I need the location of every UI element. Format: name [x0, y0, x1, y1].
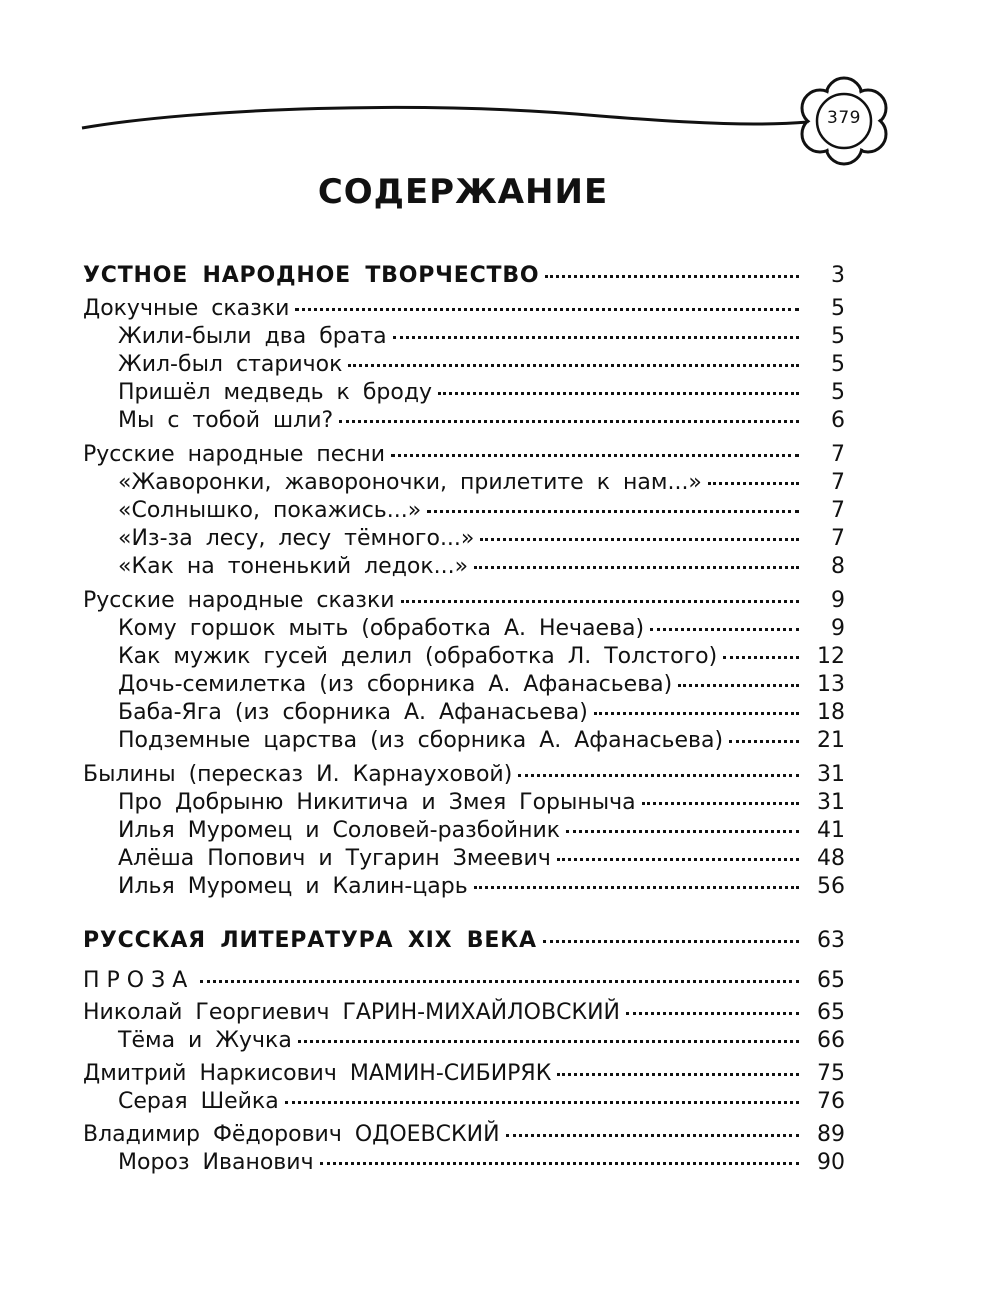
toc-label: Докучные сказки — [83, 296, 290, 321]
toc-page: 5 — [831, 296, 845, 321]
toc-label: РУССКАЯ ЛИТЕРАТУРА XIX ВЕКА — [83, 928, 537, 953]
toc-page: 75 — [817, 1061, 845, 1086]
toc-page: 13 — [817, 672, 845, 697]
header-rule — [0, 0, 986, 170]
toc-label: Жил-был старичок — [118, 352, 343, 377]
toc-page: 41 — [817, 818, 845, 843]
toc-page: 7 — [831, 498, 845, 523]
toc-page: 18 — [817, 700, 845, 725]
toc-label: Тёма и Жучка — [118, 1028, 292, 1053]
toc-label: Кому горшок мыть (обработка А. Нечаева) — [118, 616, 645, 641]
toc-page: 9 — [831, 588, 845, 613]
toc-page: 90 — [817, 1150, 845, 1175]
toc-label: Илья Муромец и Калин-царь — [118, 874, 468, 899]
toc-label: Николай Георгиевич ГАРИН-МИХАЙЛОВСКИЙ — [83, 1000, 620, 1025]
toc-page: 8 — [831, 554, 845, 579]
toc-page: 66 — [817, 1028, 845, 1053]
toc-section-oral-folk-art — [83, 255, 845, 288]
toc-label: Русские народные песни — [83, 442, 386, 467]
toc-label: Пришёл медведь к броду — [118, 380, 433, 405]
toc-page: 7 — [831, 526, 845, 551]
toc-label: Баба-Яга (из сборника А. Афанасьева) — [118, 700, 588, 725]
toc-page: 21 — [817, 728, 845, 753]
toc-page: 56 — [817, 874, 845, 899]
toc-label: Подземные царства (из сборника А. Афанасьева) — [118, 728, 724, 753]
toc-label: Мы с тобой шли? — [118, 408, 334, 433]
toc-label: ПРОЗА — [83, 968, 195, 993]
toc-label: Илья Муромец и Соловей-разбойник — [118, 818, 561, 843]
toc-label: «Солнышко, покажись...» — [118, 498, 422, 523]
toc-subsection-prose — [83, 960, 845, 993]
toc-page: 3 — [831, 263, 845, 288]
toc-section-russian-literature-19c — [83, 920, 845, 953]
page-number: 379 — [827, 108, 861, 128]
toc-label: Владимир Фёдорович ОДОЕВСКИЙ — [83, 1122, 500, 1147]
toc-page: 65 — [817, 1000, 845, 1025]
toc-page: 89 — [817, 1122, 845, 1147]
toc-page: 65 — [817, 968, 845, 993]
toc-label: Былины (пересказ И. Карнауховой) — [83, 762, 513, 787]
toc-label: Мороз Иванович — [118, 1150, 314, 1175]
toc-entry — [83, 1081, 845, 1114]
toc-entry — [83, 720, 845, 753]
toc-label: УСТНОЕ НАРОДНОЕ ТВОРЧЕСТВО — [83, 263, 540, 288]
toc-page: 7 — [831, 442, 845, 467]
toc-label: Жили-были два брата — [118, 324, 387, 349]
toc-label: Дочь-семилетка (из сборника А. Афанасьева) — [118, 672, 673, 697]
toc-label: Русские народные сказки — [83, 588, 395, 613]
toc-label: Про Добрыню Никитича и Змея Горыныча — [118, 790, 636, 815]
toc-entry — [83, 1142, 845, 1175]
toc-page: 9 — [831, 616, 845, 641]
toc-page: 5 — [831, 324, 845, 349]
toc-entry — [83, 546, 845, 579]
toc-label: Дмитрий Наркисович МАМИН-СИБИРЯК — [83, 1061, 552, 1086]
toc-page: 6 — [831, 408, 845, 433]
toc-page: 76 — [817, 1089, 845, 1114]
toc-page: 31 — [817, 790, 845, 815]
toc-label: «Жаворонки, жавороночки, прилетите к нам...» — [118, 470, 702, 495]
toc-label: Серая Шейка — [118, 1089, 279, 1114]
page-title: СОДЕРЖАНИЕ — [317, 172, 609, 212]
toc-page: 63 — [817, 928, 845, 953]
toc-page: 48 — [817, 846, 845, 871]
toc-entry — [83, 400, 845, 433]
toc-page: 12 — [817, 644, 845, 669]
toc-label: «Из-за лесу, лесу тёмного...» — [118, 526, 475, 551]
toc-entry — [83, 1020, 845, 1053]
toc-label: Как мужик гусей делил (обработка Л. Толстого) — [118, 644, 718, 669]
toc-entry — [83, 866, 845, 899]
toc-page: 5 — [831, 352, 845, 377]
toc-page: 5 — [831, 380, 845, 405]
toc-label: Алёша Попович и Тугарин Змеевич — [118, 846, 551, 871]
toc-label: «Как на тоненький ледок...» — [118, 554, 469, 579]
toc-page: 7 — [831, 470, 845, 495]
toc-page: 31 — [817, 762, 845, 787]
